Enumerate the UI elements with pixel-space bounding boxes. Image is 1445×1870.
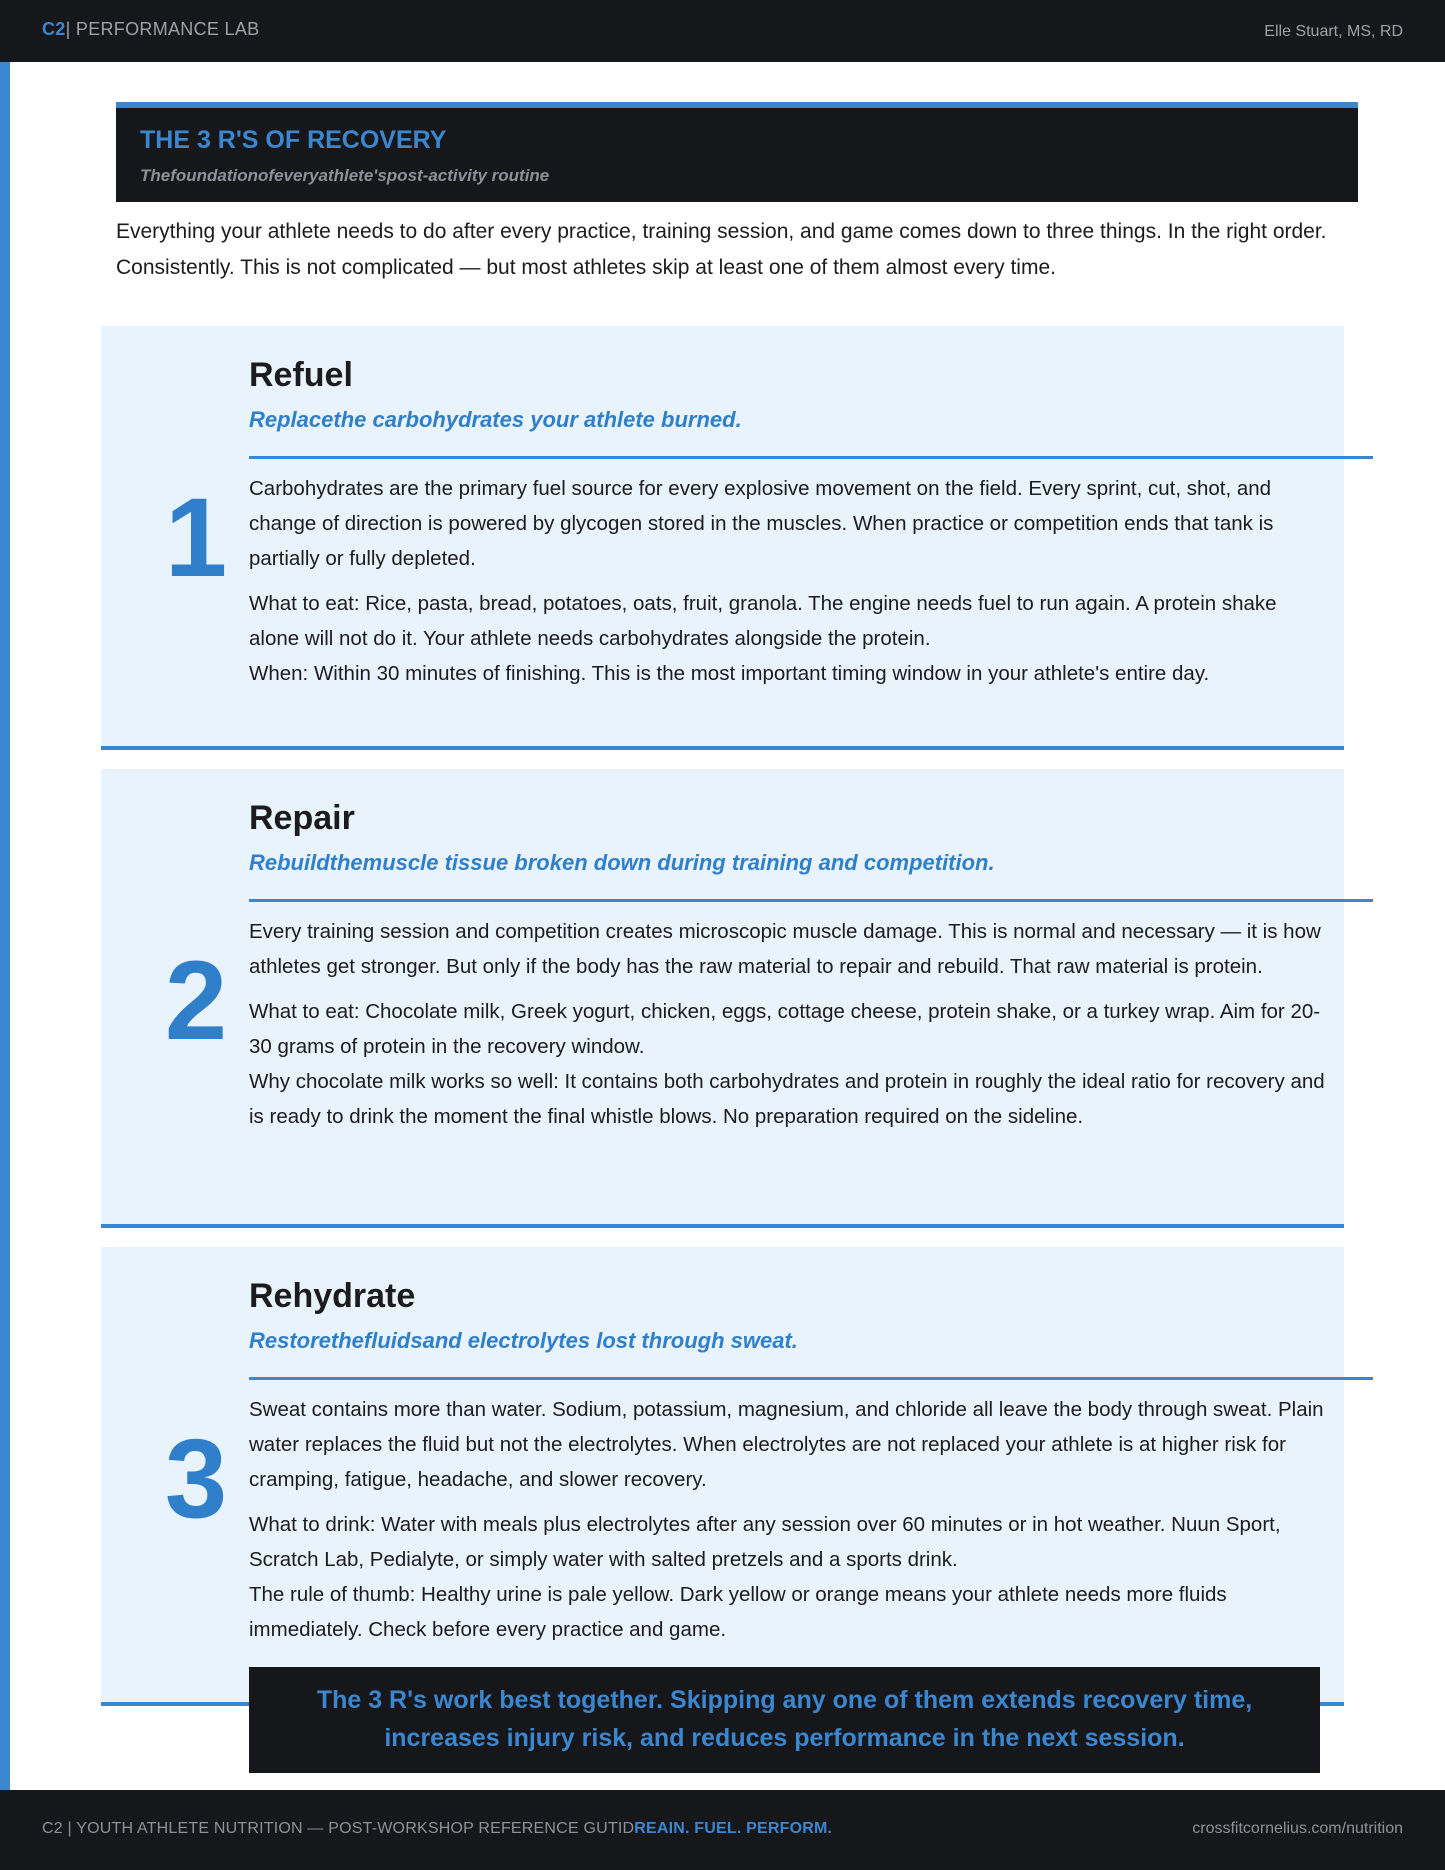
section-divider [249,899,1373,902]
section-repair [101,769,1344,1228]
section-paragraph: Why chocolate milk works so well: It contains both carbohydrates and protein in roughly the ideal ratio for recovery and is ready to drink the moment the final whistle blows. No preparation required on the sideline. [249,1070,1325,1128]
footer [0,1790,1445,1870]
section-number: 3 [164,1416,228,1541]
callout-line: increases injury risk, and reduces performance in the next session. [384,1724,1185,1752]
footer-title: C2 | YOUTH ATHLETE NUTRITION — POST-WORKSHOP REFERENCE GUTID [42,1820,635,1837]
author-name: Elle Stuart, MS, RD [1264,23,1403,40]
section-tagline: Rebuildthemuscle tissue broken down during training and competition. [249,850,995,875]
section-rehydrate [101,1247,1344,1706]
footer-slogan: REAIN. FUEL. PERFORM. [634,1820,833,1837]
section-number: 2 [164,938,228,1063]
intro-paragraph: Everything your athlete needs to do after every practice, training session, and game comes down to three things. In the right order. Consistently. This is not complicated — but most athletes skip at least one of them almost every time. [116,220,1327,279]
brand-name: | PERFORMANCE LAB [65,19,260,39]
callout-box [249,1667,1320,1773]
section-body [249,1392,1329,1647]
section-divider [249,456,1373,459]
section-refuel [101,326,1344,750]
section-paragraph: The rule of thumb: Healthy urine is pale yellow. Dark yellow or orange means your athlete needs more fluids immediately. Check before every practice and game. [249,1583,1227,1641]
section-body [249,914,1329,1134]
footer-left [42,1820,832,1838]
top-bar [0,0,1445,62]
section-paragraph: What to drink: Water with meals plus electrolytes after any session over 60 minutes or in hot weather. Nuun Sport, Scratch Lab, Pedialyte, or simply water with salted pretzels and a sports drink. [249,1513,1281,1571]
brand-code: C2 [42,19,66,39]
page-title: THE 3 R'S OF RECOVERY [140,126,447,154]
section-paragraph: What to eat: Chocolate milk, Greek yogurt, chicken, eggs, cottage cheese, protein shake, or a turkey wrap. Aim for 20-30 grams of protein in the recovery window. [249,1000,1321,1058]
left-accent-stripe [0,62,10,1790]
section-heading: Refuel [249,356,353,394]
section-paragraph: Carbohydrates are the primary fuel source for every explosive movement on the field. Every sprint, cut, shot, and change of direction is powered by glycogen stored in the muscles. When practice or competition ends that tank is partially or fully depleted. [249,477,1274,570]
section-divider [249,1377,1373,1380]
section-tagline: Restorethefluidsand electrolytes lost through sweat. [249,1328,798,1353]
page-subtitle: Thefoundationofeveryathlete'spost-activity routine [140,166,550,185]
section-number: 1 [164,475,228,600]
section-paragraph: Sweat contains more than water. Sodium, potassium, magnesium, and chloride all leave the body through sweat. Plain water replaces the fluid but not the electrolytes. When electrolytes are not replaced your athlete is at higher risk for cramping, fatigue, headache, and slower recovery. [249,1398,1324,1491]
brand [42,19,259,40]
section-paragraph: What to eat: Rice, pasta, bread, potatoes, oats, fruit, granola. The engine needs fuel to run again. A protein shake alone will not do it. Your athlete needs carbohydrates alongside the protein. [249,592,1277,650]
section-tagline: Replacethe carbohydrates your athlete burned. [249,407,742,432]
section-heading: Rehydrate [249,1277,416,1315]
callout-line: The 3 R's work best together. Skipping any one of them extends recovery time, [316,1686,1253,1714]
section-body [249,471,1329,691]
footer-url: crossfitcornelius.com/nutrition [1192,1820,1403,1837]
section-paragraph: Every training session and competition creates microscopic muscle damage. This is normal and necessary — it is how athletes get stronger. But only if the body has the raw material to repair and rebuild. That raw material is protein. [249,920,1321,978]
section-paragraph: When: Within 30 minutes of finishing. This is the most important timing window in your athlete's entire day. [249,662,1210,685]
section-heading: Repair [249,799,355,837]
header-box [116,102,1358,202]
